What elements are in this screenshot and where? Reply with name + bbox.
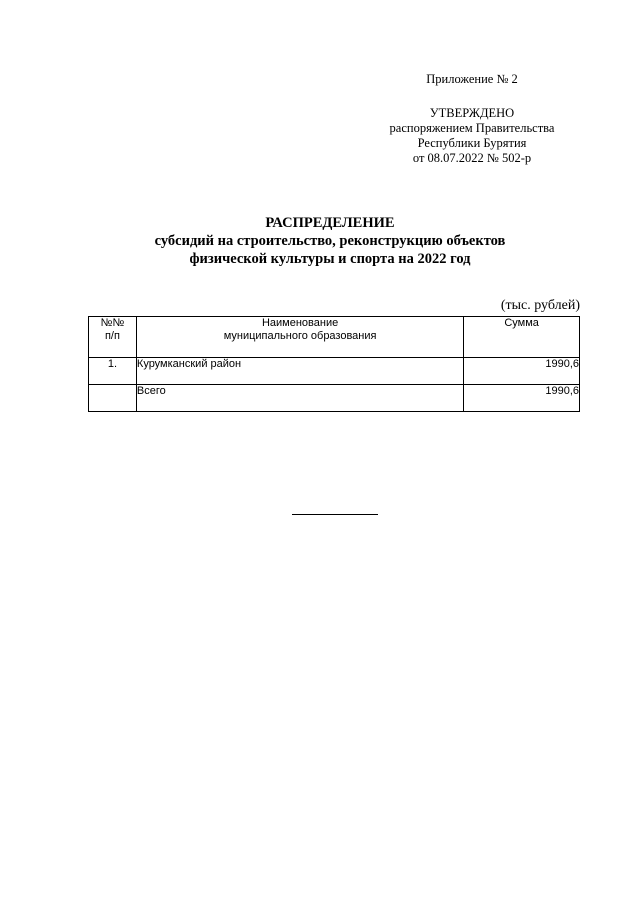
title-line-1: РАСПРЕДЕЛЕНИЕ — [265, 215, 395, 231]
approval-block — [376, 106, 568, 166]
row-name: Всего — [136, 385, 463, 412]
header-name — [136, 317, 463, 358]
approved-by-line-2: Республики Бурятия — [417, 136, 527, 150]
table-row — [89, 358, 580, 385]
header-name-line-1: Наименование — [261, 317, 339, 329]
row-sum: 1990,6 — [464, 385, 580, 412]
closing-rule — [292, 514, 378, 515]
table-header-row — [89, 317, 580, 358]
header-name-line-2: муниципального образования — [223, 330, 377, 342]
approved-date: от 08.07.2022 № 502-р — [412, 151, 532, 165]
title-line-3: физической культуры и спорта на 2022 год — [189, 251, 471, 267]
row-number — [89, 385, 137, 412]
approved-label: УТВЕРЖДЕНО — [429, 106, 515, 120]
approved-by-line-1: распоряжением Правительства — [389, 121, 555, 135]
units-label: (тыс. рублей) — [500, 298, 580, 313]
header-number — [89, 317, 137, 358]
document-title — [100, 214, 560, 268]
appendix-label: Приложение № 2 — [426, 72, 518, 86]
row-number: 1. — [89, 358, 137, 385]
title-line-2: субсидий на строительство, реконструкцию объектов — [154, 233, 506, 249]
row-sum: 1990,6 — [464, 358, 580, 385]
distribution-table — [88, 316, 580, 412]
header-number-line-2: п/п — [104, 330, 120, 342]
table-total-row — [89, 385, 580, 412]
header-sum — [464, 317, 580, 358]
row-name: Курумканский район — [136, 358, 463, 385]
header-number-line-1: №№ — [100, 317, 125, 329]
header-sum-label: Сумма — [504, 317, 539, 329]
